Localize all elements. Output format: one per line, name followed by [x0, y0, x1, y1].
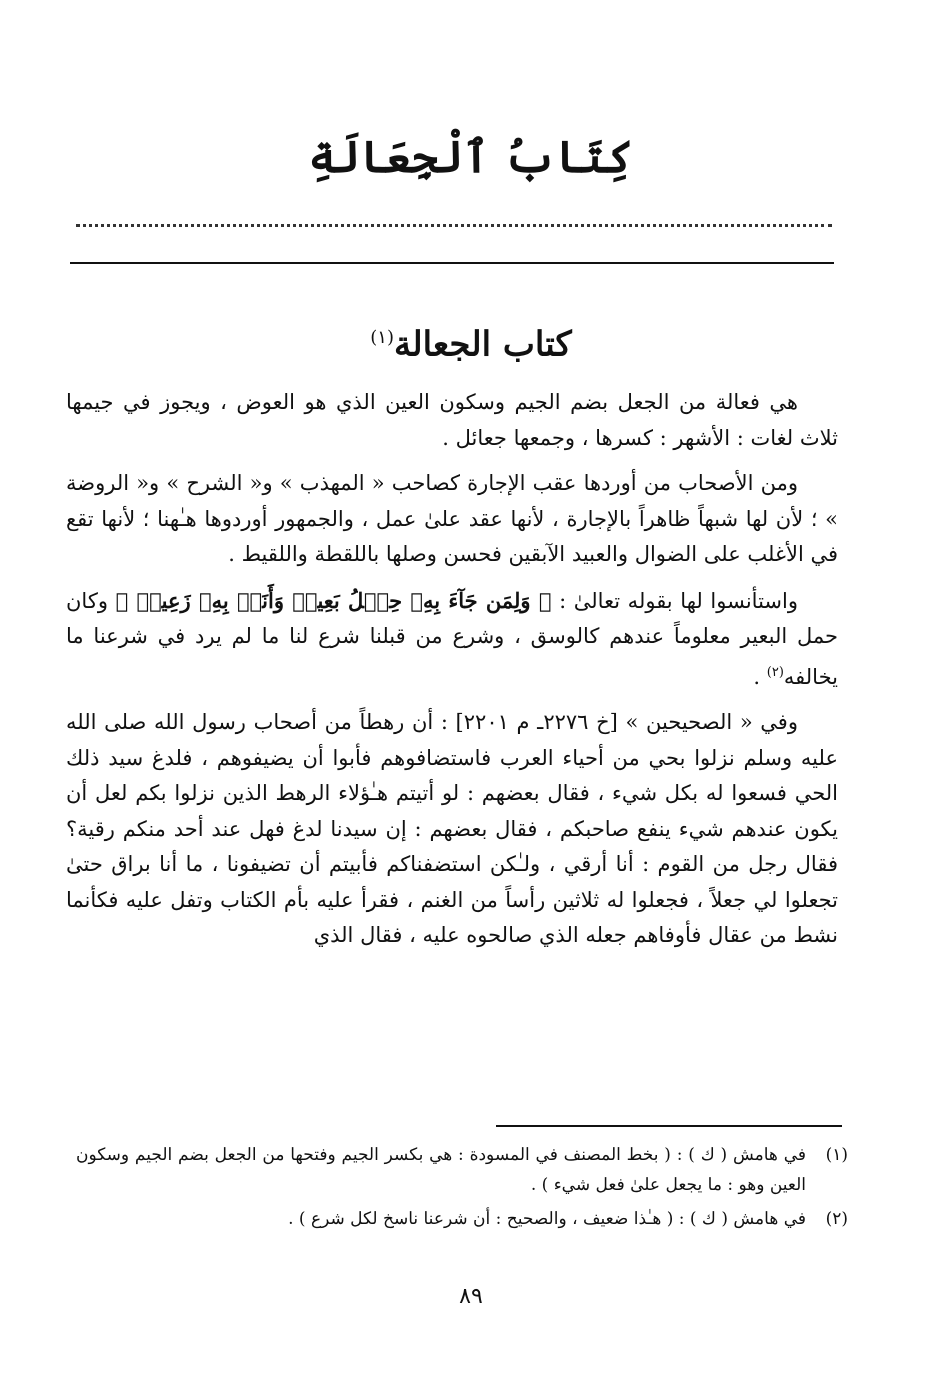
footnote-2: [76, 1204, 848, 1234]
paragraph-evidence: [66, 583, 838, 696]
dotted-divider: [76, 200, 832, 227]
book-title: كِتَابُ ٱلْجِعَالَةِ: [308, 132, 634, 183]
paragraph-definition: هي فعالة من الجعل بضم الجيم وسكون العين الذي هو العوض ، ويجوز في جيمها ثلاث لغات : الأشهر : كسرها ، وجمعها جعائل .: [66, 390, 838, 450]
footnote-ref-2[interactable]: (٢): [766, 664, 784, 680]
main-text: [66, 385, 838, 964]
paragraph-evidence-end: .: [753, 664, 767, 689]
section-title: [0, 308, 942, 374]
footnote-number: (١): [825, 1145, 848, 1165]
paragraph-evidence-intro: واستأنسوا لها بقوله تعالىٰ :: [559, 588, 798, 613]
footnote-separator: [496, 1125, 842, 1127]
paragraph-evidence-rest: وكان حمل البعير معلوماً عندهم كالوسق ، وشرع من قبلنا شرع لنا ما لم يرد في شرعنا ما يخالفه: [66, 588, 838, 689]
paragraph-placement: ومن الأصحاب من أوردها عقب الإجارة كصاحب « المهذب » و« الشرح » و« الروضة » ؛ لأن لها شبهاً ظاهراً بالإجارة ، لأنها عقد علىٰ عمل ، والجمهور أوردوها هـٰهنا ؛ لأنها تقع في الأغلب على الضوال والعبيد الآبقين فحسن وصلها باللقطة واللقيط .: [66, 471, 838, 566]
footnote-number: (٢): [825, 1209, 848, 1229]
footnotes: [76, 1140, 848, 1238]
footnote-1: [76, 1140, 848, 1200]
paragraph-hadith: وفي « الصحيحين » [خ ٢٢٧٦ـ م ٢٢٠١] : أن رهطاً من أصحاب رسول الله صلى الله عليه وسلم نزلوا بحي من أحياء العرب فاستضافوهم فأبوا أن يضيفوهم ، فلدغ سيد ذلك الحي فسعوا له بكل شيء ، فقال بعضهم : لو أتيتم هـٰؤلاء الرهط الذين نزلوا بكم لعل أن يكون عندهم شيء ينفع صاحبكم ، فقال بعضهم : إن سيدنا لدغ فهل عند أحد منكم رقية؟ فقال رجل من القوم : أنا أرقي ، ولـٰكن استضفناكم فأبيتم أن تضيفونا ، ما أنا براق حتىٰ تجعلوا لي جعلاً ، فجعلوا له ثلاثين رأساً من الغنم ، فقرأ عليه بأم الكتاب وتفل عليه فكأنما نشط من عقال فأوفاهم جعله الذي صالحوه عليه ، فقال الذي: [66, 710, 838, 947]
header-rule: [70, 262, 834, 264]
quran-verse: ﴿ وَلِمَن جَآءَ بِهِۦ حِمۡلُ بَعِيرٖ وَأَنَا۠ بِهِۦ زَعِيمٞ ﴾: [115, 587, 552, 613]
footnote-text: في هامش ( ك ) : ( بخط المصنف في المسودة : هي بكسر الجيم وفتحها من الجعل بضم الجيم وسكون العين وهو : ما يجعل علىٰ فعل شيء ) .: [76, 1145, 806, 1195]
page-number: ٨٩: [459, 1284, 483, 1309]
footnote-ref-1[interactable]: (١): [370, 327, 394, 348]
footnote-text: في هامش ( ك ) : ( هـٰذا ضعيف ، والصحيح : أن شرعنا ناسخ لكل شرع ) .: [288, 1209, 806, 1229]
section-title-text: كتاب الجعالة: [393, 324, 572, 365]
